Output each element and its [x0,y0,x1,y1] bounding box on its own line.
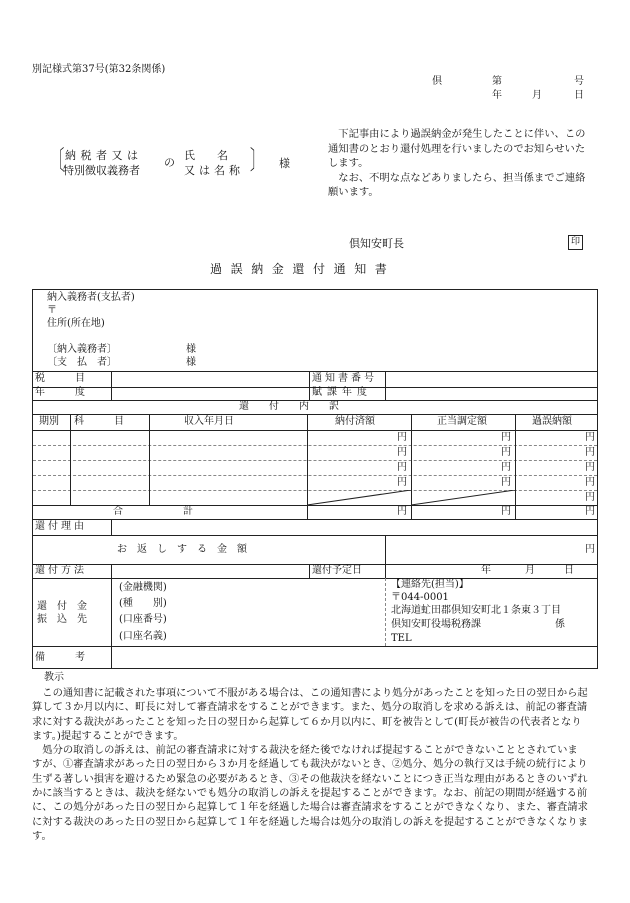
recipient-bracket-left: 〔 [50,146,65,176]
recipient-connector: の [164,156,175,169]
document-title: 過誤納金還付通知書 [210,262,396,276]
taxpayer-label: 納入義務者(支払者) [47,292,135,303]
recipient-name1: 氏 名 [184,149,228,162]
contact-address: 北海道虻田郡倶知安町北１条東３丁目 [391,605,561,616]
transfer-label-1: 還 付 金 [37,601,87,612]
reason-label: 還付理由 [35,521,87,532]
recipient-line1: 納税者又は [65,149,143,162]
col-period: 期別 [39,416,59,427]
contact-title: 【連絡先(担当)】 [391,579,469,590]
notice-body [32,686,588,843]
yen-unit: 円 [397,447,407,458]
diagonal-strike-correct [411,490,515,505]
yen-unit: 円 [501,462,511,473]
remarks-label: 備 考 [35,652,85,663]
assessment-year-label: 賦課年度 [312,387,372,398]
yen-unit: 円 [501,477,511,488]
payer-bracket: 〔支 払 者〕 [47,357,117,368]
col-correct: 正当調定額 [437,416,487,427]
taxpayer-bracket: 〔納入義務者〕 [47,344,117,355]
yen-unit: 円 [585,506,595,517]
account-name-label: (口座名義) [119,631,167,642]
address-label: 住所(所在地) [47,318,105,329]
col-subject: 科 目 [74,416,124,427]
notice-heading: 教示 [44,672,64,683]
contact-office: 倶知安町役場税務課 [391,619,481,630]
date-year: 年 [492,90,502,101]
notice-para1: この通知書に記載された事項について不服がある場合は、この通知書により処分があったことを知った日の翌日から起算して３か月以内に、町長に対して審査請求をすることができます。また、処分の取消しを求める訴えは、前記の審査請求に対する裁決があったことを知った日の翌日から起算して６か月以内に、町を被告として(町長が被告の代表者となります。)提起することができます。 [32,687,588,742]
col-overpaid: 過誤納額 [532,416,572,427]
notice-number-label: 通知書番号 [312,373,377,384]
col-paid: 納付済額 [335,416,375,427]
yen-unit: 円 [585,462,595,473]
method-label: 還付方法 [35,565,87,576]
date-day: 日 [574,90,584,101]
contact-section: 係 [555,619,565,630]
date-month: 月 [532,90,542,101]
type-label: (種 別) [119,598,167,609]
notice-form-table [32,289,598,669]
recipient-honorific: 様 [279,157,290,170]
payer-sama: 様 [186,357,196,368]
seal-mark: 印 [568,235,583,250]
postal-mark: 〒 [47,305,57,316]
bank-label: (金融機関) [119,582,167,593]
doc-number-prefix: 倶 [432,76,442,87]
message-block [328,127,590,200]
diagonal-strike-paid [307,490,411,505]
scheduled-year: 年 [481,565,491,576]
yen-unit: 円 [585,477,595,488]
doc-number-mid: 第 [492,76,502,87]
transfer-label-2: 振 込 先 [37,614,87,625]
scheduled-day: 日 [564,565,574,576]
breakdown-title: 還 付 内 訳 [239,401,339,412]
yen-unit: 円 [397,477,407,488]
yen-unit: 円 [585,432,595,443]
form-number: 別記様式第37号(第32条関係) [32,64,166,75]
yen-unit: 円 [397,462,407,473]
scheduled-month: 月 [525,565,535,576]
issuer-name: 倶知安町長 [349,237,404,250]
tax-item-label: 税 目 [35,373,85,384]
return-amount-label: お 返 し す る 金 額 [117,544,247,555]
yen-unit: 円 [585,447,595,458]
col-received: 収入年月日 [184,416,234,427]
contact-postal: 〒044-0001 [391,592,449,603]
taxpayer-sama: 様 [186,344,196,355]
recipient-line2: 特別徴収義務者 [63,164,140,177]
recipient-name2: 又は名称 [184,164,244,177]
message-para2: なお、不明な点などありましたら、担当係までご連絡願います。 [328,171,586,198]
scheduled-date-label: 還付予定日 [312,565,362,576]
doc-number-suffix: 号 [574,76,584,87]
yen-unit: 円 [501,447,511,458]
yen-unit: 円 [397,432,407,443]
contact-tel: TEL [391,633,412,644]
yen-unit: 円 [585,544,595,555]
notice-para2: 処分の取消しの訴えは、前記の審査請求に対する裁決を経た後でなければ提起することができないこととされていますが、①審査請求があった日の翌日から３か月を経過しても裁決がないとき、②処分、処分の執行又は手続の続行により生ずる著しい損害を避けるため緊急の必要があるとき、③その他裁決を経ないことにつき正当な理由があるときのいずれかに該当するときは、裁決を経ないでも処分の取消しの訴えを提起することができます。なお、前記の期間が経過する前に、この処分があった日の翌日から起算して１年を経過した場合は審査請求をすることができなくなり、また、審査請求に対する裁決のあった日の翌日から起算して１年を経過した場合は処分の取消しの訴えを提起することができなくなります。 [32,744,588,842]
year-label: 年 度 [35,387,85,398]
account-number-label: (口座番号) [119,614,167,625]
yen-unit: 円 [501,432,511,443]
message-para1: 下記事由により過誤納金が発生したことに伴い、この通知書のとおり還付処理を行いましたのでお知らせいたします。 [328,128,586,169]
yen-unit: 円 [585,492,595,503]
yen-unit: 円 [501,506,511,517]
total-label: 合 計 [113,506,193,517]
yen-unit: 円 [397,506,407,517]
recipient-bracket-right: 〕 [250,146,265,176]
